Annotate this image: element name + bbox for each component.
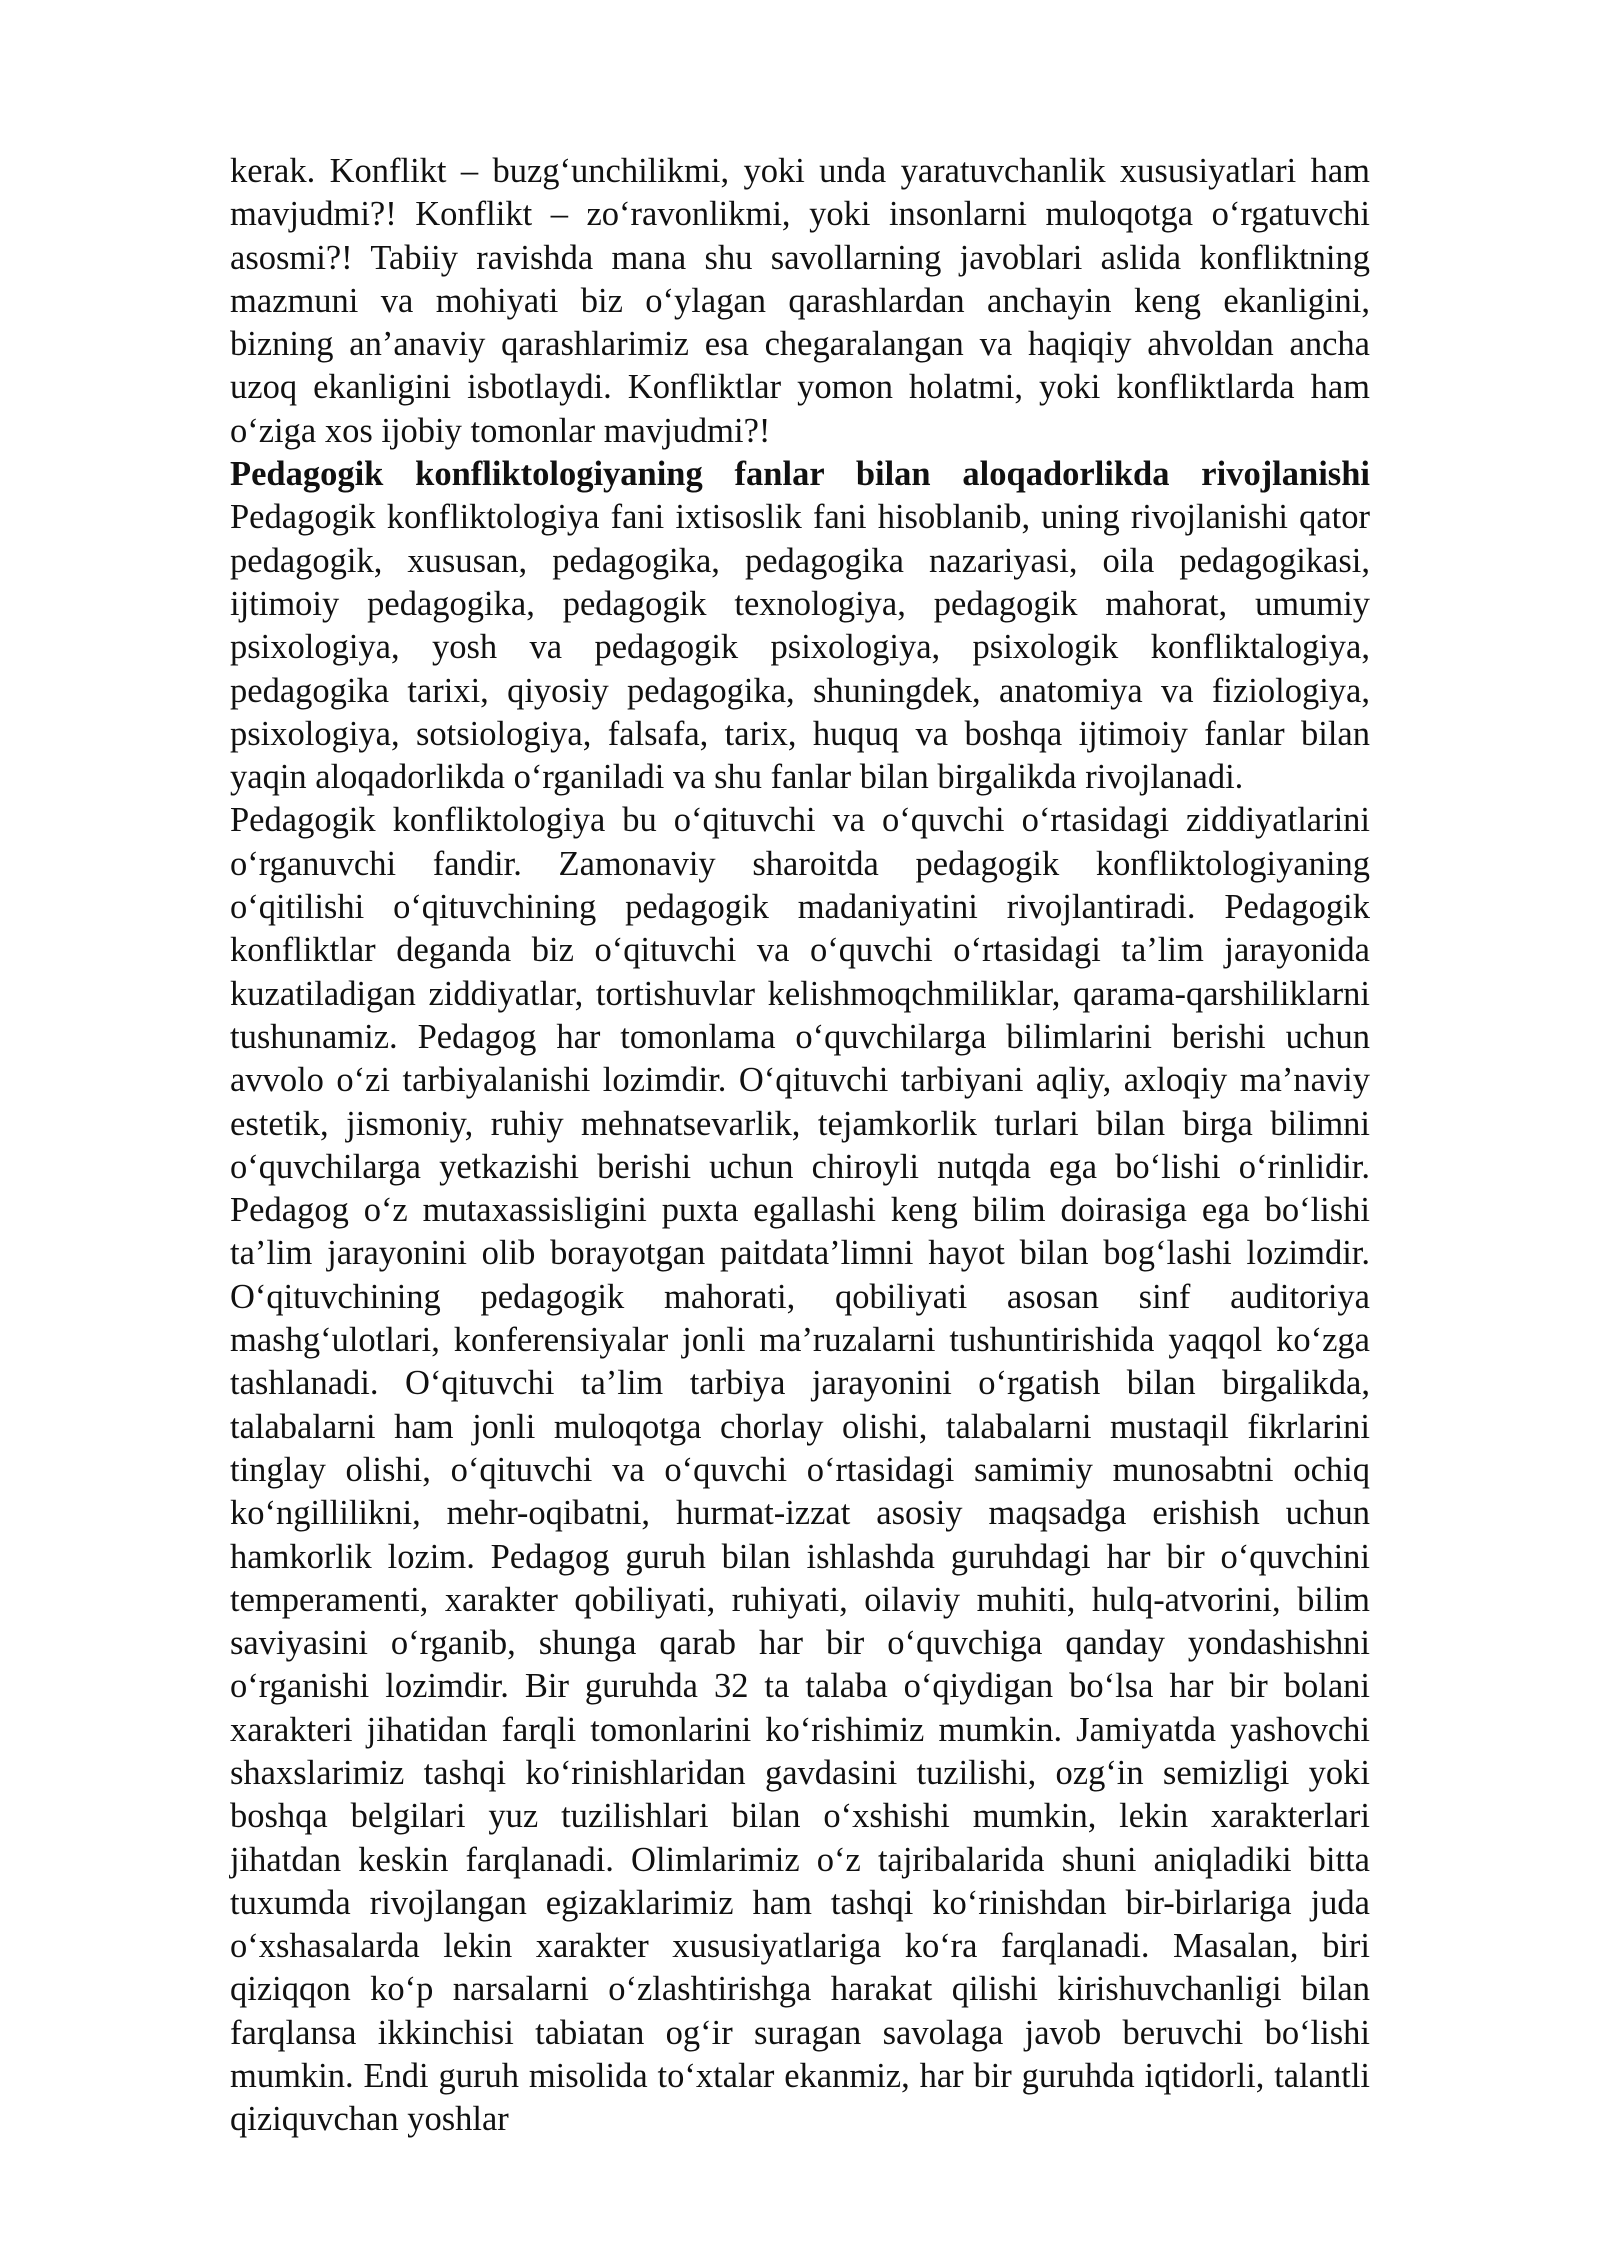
section-heading: Pedagogik konfliktologiyaning fanlar bilan aloqadorlikda rivojlanishi <box>230 455 1370 494</box>
related-sciences-paragraph: Pedagogik konfliktologiya fani ixtisoslik fani hisoblanib, uning rivojlanishi qator pedagogik, xususan, pedagogika, pedagogika nazariyasi, oila pedagogikasi, ijtimoiy pedagogika, pedagogik texnologiya, pedagogik mahorat, umumiy psixologiya, yosh va pedagogik psixologiya, psixologik konfliktalogiya, pedagogika tarixi, qiyosiy pedagogika, shuningdek, anatomiya va fiziologiya, psixologiya, sotsiologiya, falsafa, tarix, huquq va boshqa ijtimoiy fanlar bilan yaqin aloqadorlikda o‘rganiladi va shu fanlar bilan birgalikda rivojlanadi. <box>230 498 1370 797</box>
pedagogical-conflictology-paragraph: Pedagogik konfliktologiya bu o‘qituvchi va o‘quvchi o‘rtasidagi ziddiyatlarini o‘rganuvchi fandir. Zamonaviy sharoitda pedagogik konfliktologiyaning o‘qitilishi o‘qituvchining pedagogik madaniyatini rivojlantiradi. Pedagogik konfliktlar deganda biz o‘qituvchi va o‘quvchi o‘rtasidagi ta’lim jarayonida kuzatiladigan ziddiyatlar, tortishuvlar kelishmoqchmiliklar, qarama-qarshiliklarni tushunamiz. Pedagog har tomonlama o‘quvchilarga bilimlarini berishi uchun avvolo o‘zi tarbiyalanishi lozimdir. O‘qituvchi tarbiyani aqliy, axloqiy ma’naviy estetik, jismoniy, ruhiy mehnatsevarlik, tejamkorlik turlari bilan birga bilimni o‘quvchilarga yetkazishi berishi uchun chiroyli nutqda ega bo‘lishi o‘rinlidir. Pedagog o‘z mutaxassisligini puxta egallashi keng bilim doirasiga ega bo‘lishi ta’lim jarayonini olib borayotgan paitdata’limni hayot bilan bog‘lashi lozimdir. O‘qituvchining pedagogik mahorati, qobiliyati asosan sinf auditoriya mashg‘ulotlari, konferensiyalar jonli ma’ruzalarni tushuntirishida yaqqol ko‘zga tashlanadi. O‘qituvchi ta’lim tarbiya jarayonini o‘rgatish bilan birgalikda, talabalarni ham jonli muloqotga chorlay olishi, talabalarni mustaqil fikrlarini tinglay olishi, o‘qituvchi va o‘quvchi o‘rtasidagi samimiy munosabtni ochiq ko‘ngillilikni, mehr-oqibatni, hurmat-izzat asosiy maqsadga erishish uchun hamkorlik lozim. Pedagog guruh bilan ishlashda guruhdagi har bir o‘quvchini temperamenti, xarakter qobiliyati, ruhiyati, oilaviy muhiti, hulq-atvorini, bilim saviyasini o‘rganib, shunga qarab har bir o‘quvchiga qanday yondashishni o‘rganishi lozimdir. Bir guruhda 32 ta talaba o‘qiydigan bo‘lsa har bir bolani xarakteri jihatidan farqli tomonlarini ko‘rishimiz mumkin. Jamiyatda yashovchi shaxslarimiz tashqi ko‘rinishlaridan gavdasini tuzilishi, ozg‘in semizligi yoki boshqa belgilari yuz tuzilishlari bilan o‘xshishi mumkin, lekin xarakterlari jihatdan keskin farqlanadi. Olimlarimiz o‘z tajribalarida shuni aniqladiki bitta tuxumda rivojlangan egizaklarimiz ham tashqi ko‘rinishdan bir-birlariga juda o‘xshasalarda lekin xarakter xususiyatlariga ko‘ra farqlanadi. Masalan, biri qiziqqon ko‘p narsalarni o‘zlashtirishga harakat qilishi kirishuvchanligi bilan farqlansa ikkinchisi tabiatan og‘ir suragan savolaga javob beruvchi bo‘lishi mumkin. Endi guruh misolida to‘xtalar ekanmiz, har bir guruhda iqtidorli, talantli qiziquvchan yoshlar <box>230 801 1370 2139</box>
document-page <box>230 150 1370 2142</box>
intro-paragraph: kerak. Konflikt – buzg‘unchilikmi, yoki unda yaratuvchanlik xususiyatlari ham mavjudmi?! Konflikt – zo‘ravonlikmi, yoki insonlarni muloqotga o‘rgatuvchi asosmi?! Tabiiy ravishda mana shu savollarning javoblari aslida konfliktning mazmuni va mohiyati biz o‘ylagan qarashlardan anchayin keng ekanligini, bizning an’anaviy qarashlarimiz esa chegaralangan va haqiqiy ahvoldan ancha uzoq ekanligini isbotlaydi. Konfliktlar yomon holatmi, yoki konfliktlarda ham o‘ziga xos ijobiy tomonlar mavjudmi?! <box>230 152 1370 450</box>
